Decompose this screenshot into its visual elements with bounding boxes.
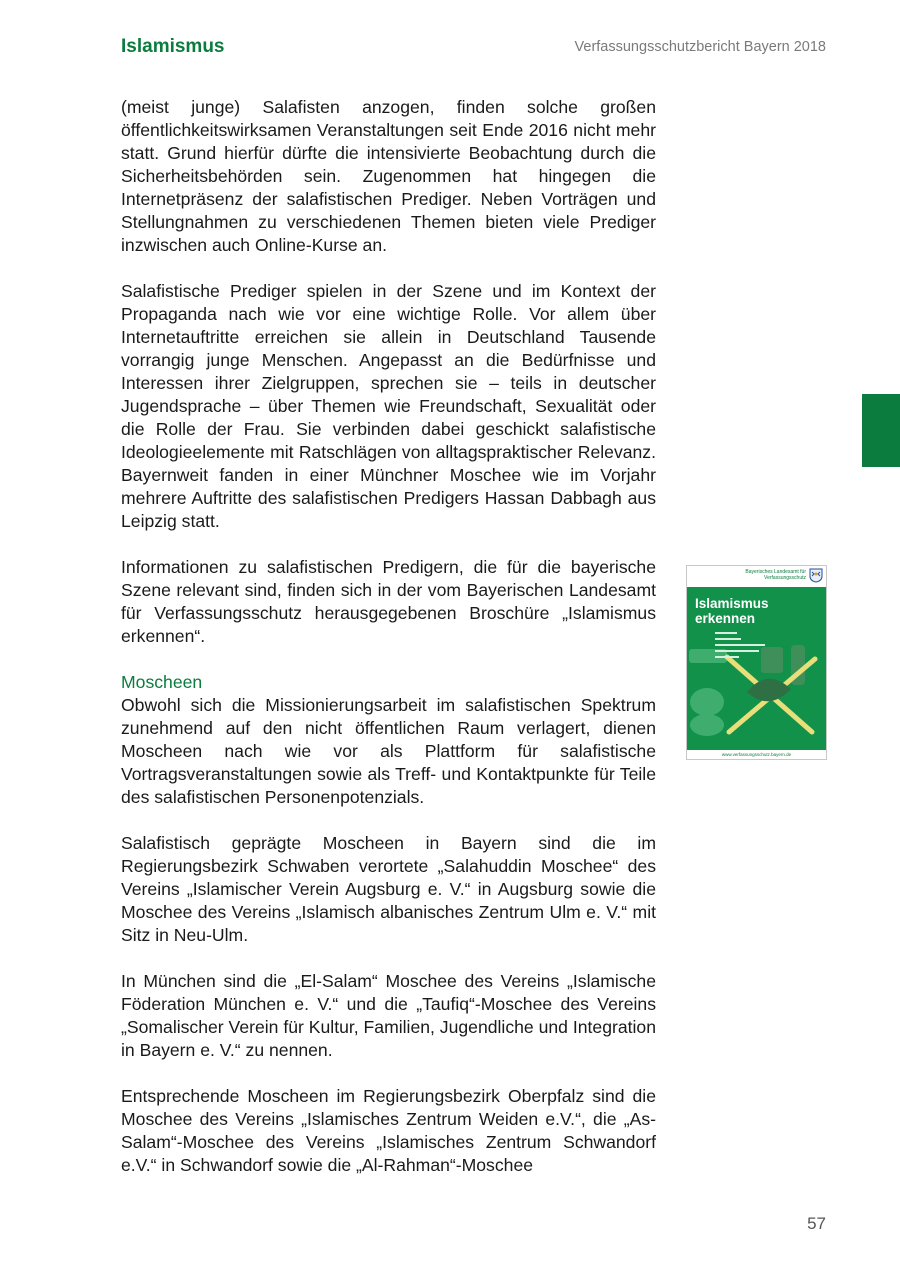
paragraph-1: (meist junge) Salafisten anzogen, finden solche großen öffentlichkeitswirksamen Veranstaltungen seit Ende 2016 nicht mehr statt. Grund hierfür dürfte die intensivierte Beobachtung durch die Sicherheitsbehörden sein. Zugenommen hat hingegen die Internetpräsenz der salafistischen Prediger. Neben Vorträgen und Stellungnahmen zu verschiedenen Themen bieten viele Prediger inzwischen auch Online-Kurse an.: [121, 97, 656, 255]
brochure-topic-line: [715, 632, 737, 634]
paragraph-7: Entsprechende Moscheen im Regierungsbezirk Oberpfalz sind die Moschee des Vereins „Islamisches Zentrum Weiden e.V.“, die „As-Salam“-Moschee des Vereins „Islamisches Zentrum Schwandorf e.V.“ in Schwandorf sowie die „Al-Rahman“-Moschee: [121, 1086, 656, 1175]
main-text-column: [121, 96, 656, 1200]
chapter-tab-marker: [862, 394, 900, 467]
section-heading-moscheen: Moscheen: [121, 672, 203, 692]
header-report-title: Verfassungsschutzbericht Bayern 2018: [574, 39, 826, 55]
paragraph-5: Salafistisch geprägte Moscheen in Bayern sind die im Regierungsbezirk Schwaben verortete „Salahuddin Moschee“ des Vereins „Islamischer Verein Augsburg e. V.“ in Augsburg sowie die Moschee des Vereins „Islamisch albanisches Zentrum Ulm e. V.“ mit Sitz in Neu-Ulm.: [121, 833, 656, 945]
brochure-website: www.verfassungsschutz.bayern.de: [721, 752, 792, 757]
paragraph-3: Informationen zu salafistischen Predigern, die für die bayerische Szene relevant sind, finden sich in der vom Bayerischen Landesamt für Verfassungsschutz herausgegebenen Broschüre „Islamismus erkennen“.: [121, 557, 656, 646]
brochure-topic-line: [715, 656, 739, 658]
brochure-top-band: [687, 566, 826, 586]
brochure-topic-line: [715, 650, 759, 652]
bavarian-crest-icon: [809, 568, 823, 583]
page-number: 57: [807, 1214, 826, 1233]
brochure-topic-list: [715, 632, 765, 662]
brochure-cover-image: [686, 565, 827, 760]
brochure-office-name: Bayerisches Landesamt für Verfassungsschutz: [745, 569, 806, 581]
brochure-title: Islamismus erkennen: [695, 596, 769, 626]
header-section-title: Islamismus: [121, 36, 225, 57]
brochure-green-cover: [687, 587, 826, 750]
paragraph-4: Obwohl sich die Missionierungsarbeit im salafistischen Spektrum zunehmend auf den nicht öffentlichen Raum verlagert, dienen Moscheen nach wie vor als Plattform für salafistische Vortragsveranstaltungen sowie als Treff- und Kontaktpunkte für Teile des salafistischen Personenpotenzials.: [121, 695, 656, 807]
paragraph-2: Salafistische Prediger spielen in der Szene und im Kontext der Propaganda nach wie vor eine wichtige Rolle. Vor allem über Internetauftritte erreichen sie allein in Deutschland Tausende vorrangig junge Menschen. Angepasst an die Bedürfnisse und Interessen ihrer Zielgruppen, sprechen sie – teils in deutscher Jugendsprache – über Themen wie Freundschaft, Sexualität oder die Rolle der Frau. Sie verbinden dabei geschickt salafistische Ideologieelemente mit Ratschlägen von alltagspraktischer Relevanz. Bayernweit fanden in einer Münchner Moschee wie im Vorjahr mehrere Auftritte des salafistischen Predigers Hassan Dabbagh aus Leipzig statt.: [121, 281, 656, 531]
brochure-topic-line: [715, 644, 765, 646]
paragraph-6: In München sind die „El-Salam“ Moschee des Vereins „Islamische Föderation München e. V.“ und die „Taufiq“-Moschee des Vereins „Somalischer Verein für Kultur, Familien, Jugendliche und Integration in Bayern e. V.“ zu nennen.: [121, 971, 656, 1060]
brochure-topic-line: [715, 638, 741, 640]
